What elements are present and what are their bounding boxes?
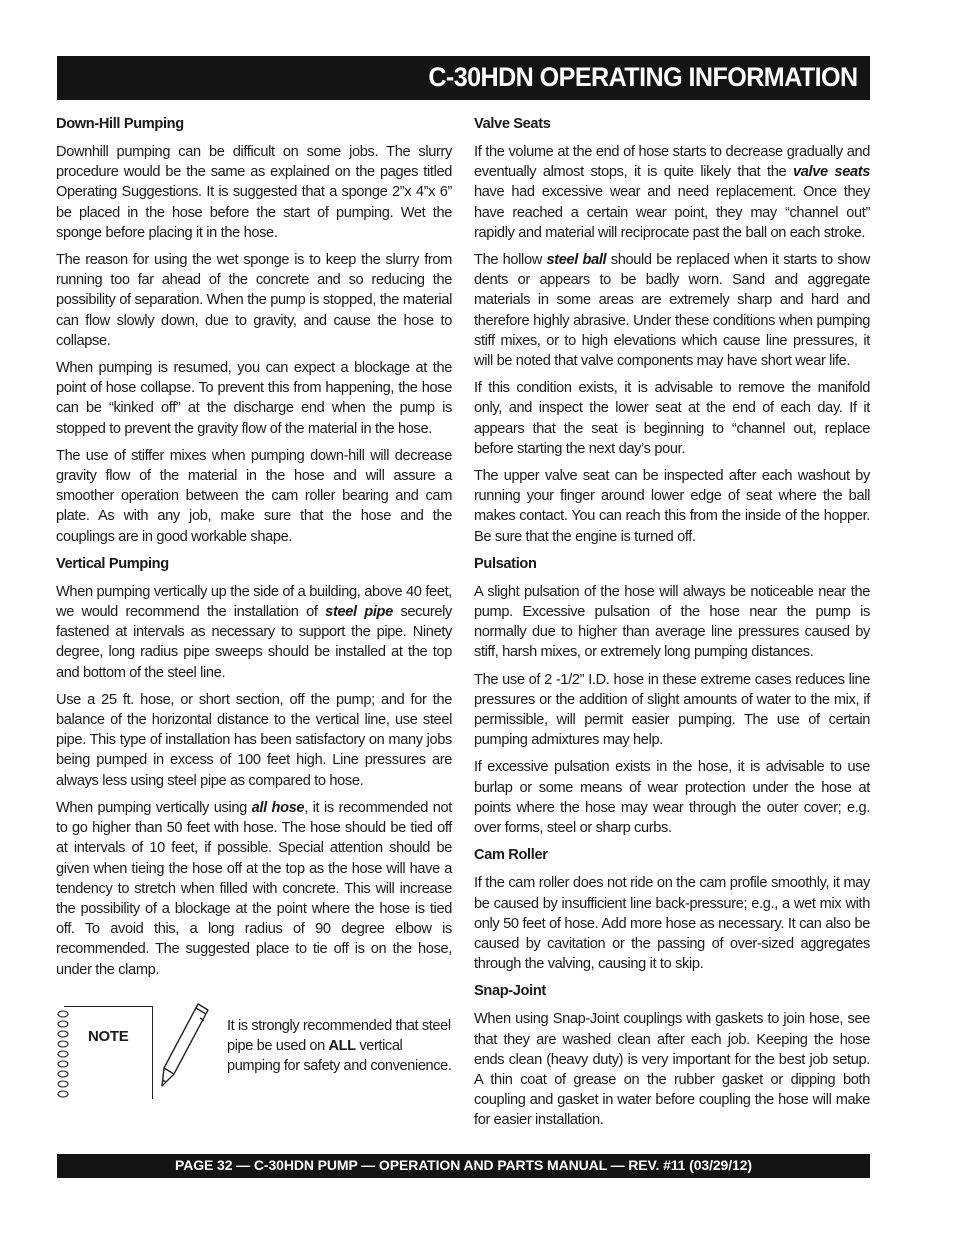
- notepad-frame: [64, 1006, 153, 1099]
- valve-paragraph-1: [474, 142, 870, 243]
- vertical-p3-text-b: , it is recommended not to go higher than 50 feet with hose. The hose should be tied off at intervals of 10 feet, if possible. Special attention should be given when tieing the hose off at the top as the hose will have a tendency to stretch when filled with concrete. This will increase the possibility of a blockage at the point where the hose is tied off. To avoid this, a long radius of 90 degree elbow is recommended. The suggested place to tie off is on the hose, under the clamp.: [56, 799, 452, 978]
- snap-joint-paragraph-1: When using Snap-Joint couplings with gaskets to join hose, see that they are washed clean after each job. Keeping the hose ends clean (heavy duty) is very important for the best job setup. A thin coat of grease on the rubber gasket or dipping both coupling and gasket in water before coupling the hose will make for easier installation.: [474, 1011, 870, 1129]
- valve-p2-text-a: The hollow: [474, 252, 547, 269]
- downhill-paragraph-2: The reason for using the wet sponge is to keep the slurry from running too far ahead of the concrete and so reducing the possibility of separation. When the pump is stopped, the material can flow slowly down, due to gravity, and cause the hose to collapse.: [56, 252, 452, 349]
- downhill-paragraph-3: When pumping is resumed, you can expect a blockage at the point of hose collapse. To prevent this from happening, the hose can be “kinked off” at the discharge end when the pump is stopped to prevent the gravity flow of the material in the hose.: [56, 360, 452, 437]
- spiral-binding-icon: [56, 1006, 70, 1098]
- page-title: C-30HDN OPERATING INFORMATION: [428, 62, 858, 92]
- valve-paragraph-3: If this condition exists, it is advisable to remove the manifold only, and inspect the lower seat at the end of each day. If it appears that the seat is beginning to “channel out, replace before starting the next day’s pour.: [474, 380, 870, 457]
- steel-ball-emphasis: steel ball: [546, 252, 607, 269]
- page-header: [57, 56, 870, 100]
- vertical-p3-text-a: When pumping vertically using: [56, 799, 252, 816]
- vertical-p1-text-a: When pumping vertically up the side of a building, above 40 feet, we would recommend the installation of: [56, 583, 452, 621]
- note-notepad: [56, 1004, 156, 1098]
- downhill-paragraph-1: Downhill pumping can be difficult on some jobs. The slurry procedure would be the same as explained on the pages titled Operating Suggestions. It is suggested that a sponge 2”x 4”x 6” be placed in the hose before the start of pumping. Wet the sponge before placing it in the hose.: [56, 144, 452, 241]
- footer-text: PAGE 32 — C-30HDN PUMP — OPERATION AND PARTS MANUAL — REV. #11 (03/29/12): [175, 1157, 752, 1173]
- cam-roller-heading: Cam Roller: [474, 847, 548, 864]
- note-text-b: vertical pumping for safety and convenience.: [227, 1038, 452, 1075]
- all-hose-emphasis: all hose: [251, 799, 305, 816]
- snap-joint-heading: Snap-Joint: [474, 983, 546, 1000]
- note-text: [227, 1016, 453, 1077]
- note-text-strong: ALL: [328, 1038, 356, 1055]
- pulsation-paragraph-2: The use of 2 -1/2” I.D. hose in these extreme cases reduces line pressures or the addition of slight amounts of water to the mix, if permissible, will permit easier pumping. The use of certain pumping admixtures may help.: [474, 671, 870, 749]
- vertical-paragraph-3: [56, 798, 452, 980]
- cam-roller-paragraph-1: If the cam roller does not ride on the cam profile smoothly, it may be caused by insufficient line back-pressure; e.g., a wet mix with only 50 feet of hose. Add more hose as necessary. It can also be caused by cavitation or the passing of over-sized aggregates through the valving, causing it to skip.: [474, 875, 870, 973]
- downhill-paragraph-4: The use of stiffer mixes when pumping down-hill will decrease gravity flow of the material in the hose and will assure a smoother operation between the cam roller bearing and cam plate. As with any job, make sure that the hose and the couplings are in good workable shape.: [56, 447, 452, 545]
- vertical-heading: Vertical Pumping: [56, 555, 169, 572]
- valve-paragraph-4: The upper valve seat can be inspected after each washout by running your finger around lower edge of seat where the ball makes contact. You can reach this from the inside of the hopper. Be sure that the engine is turned off.: [474, 468, 870, 545]
- valve-p1-text-a: If the volume at the end of hose starts to decrease gradually and eventually almost stops, it is quite likely that the: [474, 144, 870, 181]
- vertical-paragraph-1: [56, 582, 452, 683]
- left-column: [56, 114, 452, 987]
- valve-p2-text-b: should be replaced when it starts to show dents or appears to be badly worn. Sand and aggregate materials in some areas are extremely sharp and hard and therefore highly abrasive. Under these conditions when pumping stiff mixes, or to high elevations which cause line pressures, it will be noted that valve components may have short wear life.: [474, 252, 870, 370]
- pulsation-heading: Pulsation: [474, 555, 537, 572]
- page-footer: [57, 1154, 870, 1178]
- pulsation-paragraph-3: If excessive pulsation exists in the hose, it is advisable to use burlap or some means of wear protection under the hose at points where the hose may wear through the outer cover; e.g. over forms, steel or sharp curbs.: [474, 759, 870, 837]
- right-column: [474, 114, 870, 1138]
- valve-paragraph-2: [474, 250, 870, 371]
- valve-seats-emphasis: valve seats: [792, 164, 870, 181]
- vertical-p1-text-b: securely fastened at intervals as necessary to support the pipe. Ninety degree, long radius pipe sweeps should be installed at the top and bottom of the steel line.: [56, 604, 452, 681]
- note-label: NOTE: [88, 1028, 129, 1045]
- vertical-paragraph-2: Use a 25 ft. hose, or short section, off the pump; and for the balance of the horizontal distance to the vertical line, use steel pipe. This type of installation has been satisfactory on many jobs being pumped in excess of 100 feet high. Line pressures are always less using steel pipe as compared to hose.: [56, 691, 452, 789]
- valve-seats-heading: Valve Seats: [474, 116, 551, 132]
- downhill-heading: Down-Hill Pumping: [56, 116, 184, 132]
- steel-pipe-emphasis: steel pipe: [325, 604, 393, 621]
- valve-p1-text-b: have had excessive wear and need replacement. Once they have reached a certain wear point, they may “channel out” rapidly and material will reciprocate past the ball on each stroke.: [474, 184, 870, 241]
- pulsation-paragraph-1: A slight pulsation of the hose will always be noticeable near the pump. Excessive pulsation of the hose near the pump is normally due to higher than average line pressures caused by stiff, harsh mixes, or extremely long pumping distances.: [474, 583, 870, 661]
- pencil-icon: [154, 1000, 214, 1092]
- note-text-a: It is strongly recommended that steel pipe be used on: [227, 1018, 451, 1055]
